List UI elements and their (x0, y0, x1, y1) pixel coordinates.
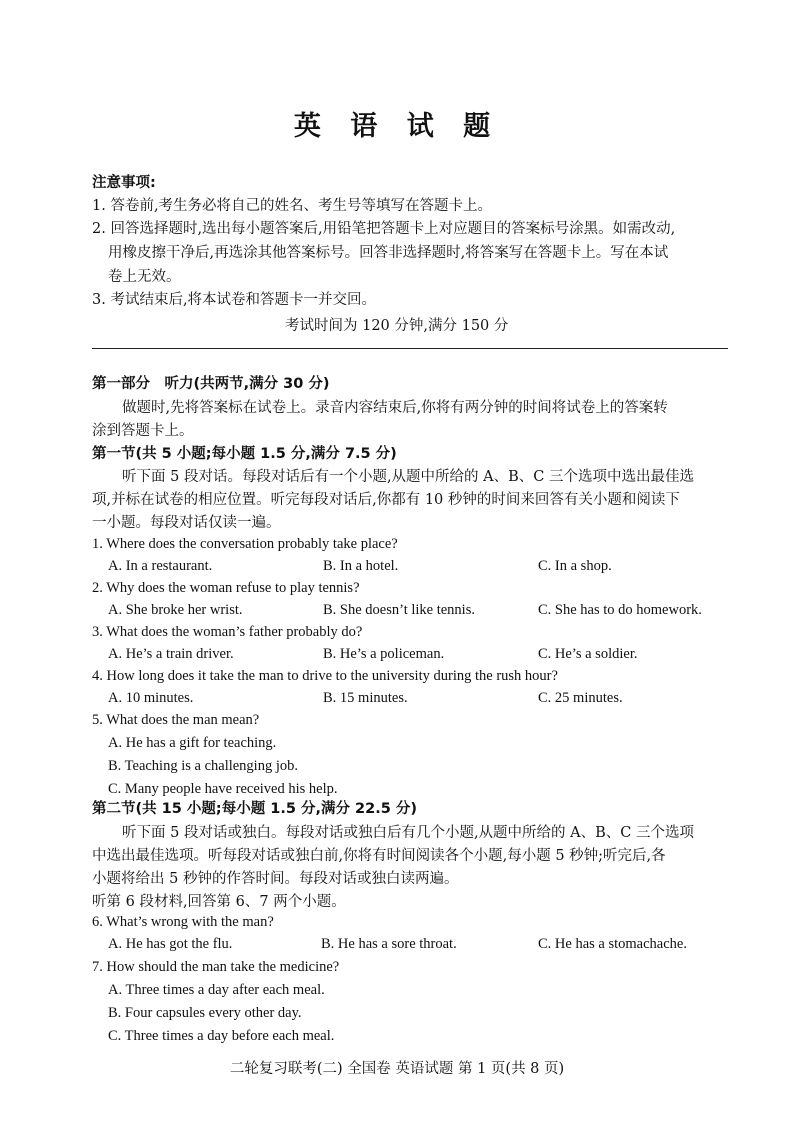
question-4-option-c: C. 25 minutes. (538, 690, 623, 706)
question-7-option-a: A. Three times a day after each meal. (108, 982, 325, 998)
material-instruction: 听第 6 段材料,回答第 6、7 两个小题。 (92, 894, 346, 910)
notice-item-2-line-3: 卷上无效。 (108, 269, 181, 285)
section1-intro-line-1: 听下面 5 段对话。每段对话后有一个小题,从题中所给的 A、B、C 三个选项中选出最佳选 (122, 469, 694, 485)
question-2-option-c: C. She has to do homework. (538, 602, 702, 618)
part1-heading: 第一部分 听力(共两节,满分 30 分) (92, 376, 330, 392)
page-title: 英 语 试 题 (293, 111, 501, 142)
part1-intro-line-1: 做题时,先将答案标在试卷上。录音内容结束后,你将有两分钟的时间将试卷上的答案转 (122, 400, 668, 416)
question-4: 4. How long does it take the man to drive to the university during the rush hour? (92, 668, 558, 684)
part1-intro-line-2: 涂到答题卡上。 (92, 423, 194, 439)
notice-item-2-line-2: 用橡皮擦干净后,再选涂其他答案标号。回答非选择题时,将答案写在答题卡上。写在本试 (108, 245, 669, 261)
question-1-option-a: A. In a restaurant. (108, 558, 213, 574)
question-5-option-b: B. Teaching is a challenging job. (108, 758, 298, 774)
question-1: 1. Where does the conversation probably take place? (92, 536, 398, 552)
question-7-option-b: B. Four capsules every other day. (108, 1005, 302, 1021)
question-3-option-a: A. He’s a train driver. (108, 646, 234, 662)
question-6: 6. What’s wrong with the man? (92, 914, 274, 930)
notice-heading: 注意事项: (92, 175, 156, 191)
question-6-option-c: C. He has a stomachache. (538, 936, 687, 952)
question-5-option-c: C. Many people have received his help. (108, 781, 338, 797)
section1-intro-line-3: 一小题。每段对话仅读一遍。 (92, 515, 281, 531)
notice-item-3: 3. 考试结束后,将本试卷和答题卡一并交回。 (92, 292, 377, 308)
question-3-option-c: C. He’s a soldier. (538, 646, 638, 662)
page-footer: 二轮复习联考(二) 全国卷 英语试题 第 1 页(共 8 页) (229, 1061, 565, 1077)
notice-item-2-line-1: 2. 回答选择题时,选出每小题答案后,用铅笔把答题卡上对应题目的答案标号涂黑。如需改动, (92, 221, 676, 237)
question-4-option-b: B. 15 minutes. (323, 690, 408, 706)
section2-intro-line-2: 中选出最佳选项。听每段对话或独白前,你将有时间阅读各个小题,每小题 5 秒钟;听完后,各 (92, 848, 666, 864)
section2-intro-line-3: 小题将给出 5 秒钟的作答时间。每段对话或独白读两遍。 (92, 871, 459, 887)
question-4-option-a: A. 10 minutes. (108, 690, 194, 706)
divider-line (92, 348, 728, 349)
section2-heading: 第二节(共 15 小题;每小题 1.5 分,满分 22.5 分) (92, 801, 417, 817)
question-2: 2. Why does the woman refuse to play tennis? (92, 580, 360, 596)
question-1-option-b: B. In a hotel. (323, 558, 399, 574)
notice-item-1: 1. 答卷前,考生务必将自己的姓名、考生号等填写在答题卡上。 (92, 198, 493, 214)
section1-heading: 第一节(共 5 小题;每小题 1.5 分,满分 7.5 分) (92, 446, 397, 462)
question-2-option-a: A. She broke her wrist. (108, 602, 243, 618)
question-2-option-b: B. She doesn’t like tennis. (323, 602, 475, 618)
question-7-option-c: C. Three times a day before each meal. (108, 1028, 335, 1044)
question-5: 5. What does the man mean? (92, 712, 260, 728)
question-3-option-b: B. He’s a policeman. (323, 646, 445, 662)
question-6-option-a: A. He has got the flu. (108, 936, 233, 952)
question-7: 7. How should the man take the medicine? (92, 959, 340, 975)
question-6-option-b: B. He has a sore throat. (321, 936, 457, 952)
section1-intro-line-2: 项,并标在试卷的相应位置。听完每段对话后,你都有 10 秒钟的时间来回答有关小题和阅读下 (92, 492, 680, 508)
question-1-option-c: C. In a shop. (538, 558, 612, 574)
section2-intro-line-1: 听下面 5 段对话或独白。每段对话或独白后有几个小题,从题中所给的 A、B、C 三个选项 (122, 825, 694, 841)
question-3: 3. What does the woman’s father probably do? (92, 624, 363, 640)
exam-time: 考试时间为 120 分钟,满分 150 分 (285, 318, 509, 334)
question-5-option-a: A. He has a gift for teaching. (108, 735, 277, 751)
